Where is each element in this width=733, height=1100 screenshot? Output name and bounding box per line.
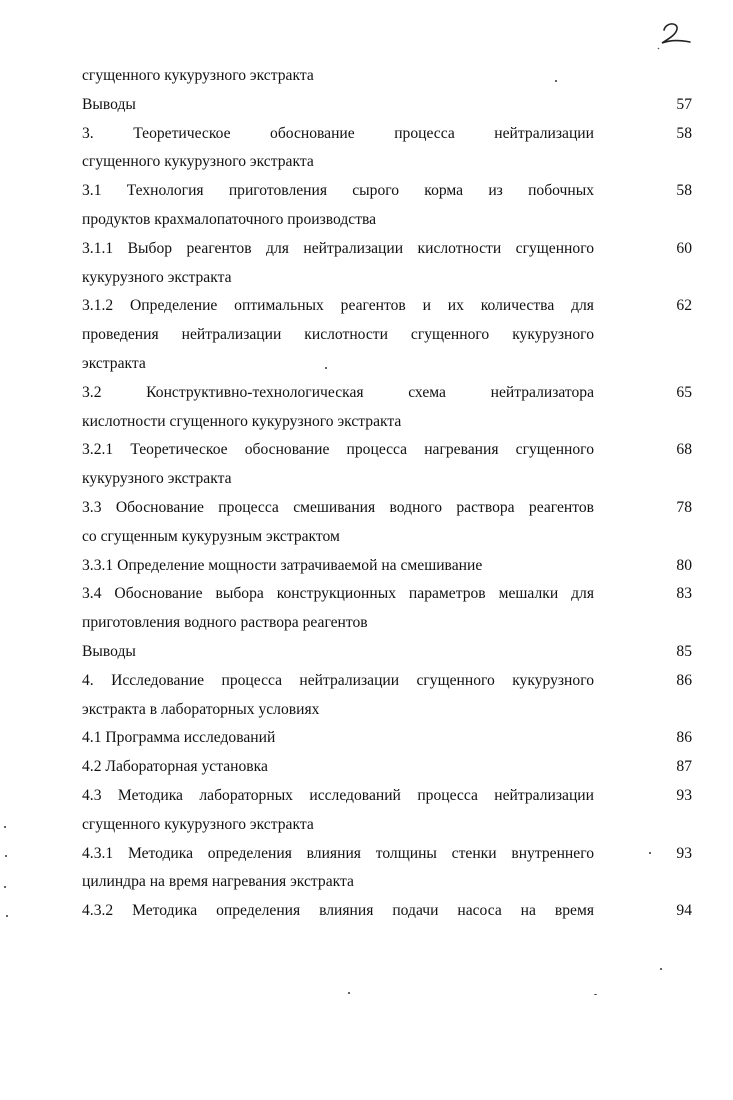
toc-entry-text: 3. Теоретическое обоснование процесса нейтрализации	[82, 124, 594, 142]
toc-entry	[82, 62, 694, 91]
toc-entry-text: проведения нейтрализации кислотности сгущенного кукурузного	[82, 326, 594, 344]
toc-entry	[82, 120, 694, 178]
toc-entry-line	[82, 609, 694, 638]
toc-entry	[82, 638, 694, 667]
scan-speck	[660, 968, 662, 970]
toc-entry-line	[82, 206, 694, 235]
toc-page-number: 94	[676, 902, 692, 920]
toc-entry	[82, 897, 694, 926]
table-of-contents	[82, 62, 694, 926]
scan-speck	[6, 915, 8, 917]
toc-entry-text: сгущенного кукурузного экстракта	[82, 815, 314, 833]
toc-entry-text: экстракта в лабораторных условиях	[82, 700, 320, 718]
toc-entry-line	[82, 321, 694, 350]
toc-entry-text: со сгущенным кукурузным экстрактом	[82, 527, 340, 545]
toc-entry-text: 3.1.1 Выбор реагентов для нейтрализации кислотности сгущенного	[82, 239, 594, 257]
toc-entry-line	[82, 465, 694, 494]
toc-page-number: 93	[676, 844, 692, 862]
toc-entry-text: 3.3 Обоснование процесса смешивания водного раствора реагентов	[82, 498, 594, 516]
toc-entry-text: 3.1 Технология приготовления сырого корма из побочных	[82, 182, 594, 200]
toc-entry-line	[82, 235, 694, 264]
scan-speck	[5, 855, 7, 857]
toc-page-number: 78	[676, 498, 692, 516]
toc-page-number: 80	[676, 556, 692, 574]
toc-page-number: 87	[676, 758, 692, 776]
toc-page-number: 65	[676, 383, 692, 401]
toc-entry	[82, 667, 694, 725]
toc-page-number: 68	[676, 441, 692, 459]
toc-entry-text: Выводы	[82, 95, 136, 113]
toc-page-number: 57	[676, 95, 692, 113]
toc-entry-text: 3.2 Конструктивно-технологическая схема нейтрализатора	[82, 383, 594, 401]
toc-entry-line	[82, 696, 694, 725]
toc-entry-text: 4.1 Программа исследований	[82, 729, 276, 747]
scan-speck	[594, 994, 597, 995]
toc-page-number: 85	[676, 642, 692, 660]
toc-entry-line	[82, 552, 694, 581]
toc-entry	[82, 177, 694, 235]
toc-entry-text: 4. Исследование процесса нейтрализации сгущенного кукурузного	[82, 671, 594, 689]
handwritten-page-number	[650, 18, 698, 50]
handwritten-2-mark	[650, 18, 698, 50]
scan-speck	[4, 886, 6, 888]
toc-entry-text: 4.2 Лабораторная установка	[82, 758, 268, 776]
toc-entry-text: 4.3.2 Методика определения влияния подачи насоса на время	[82, 902, 594, 920]
toc-entry-line	[82, 868, 694, 897]
toc-entry	[82, 494, 694, 552]
toc-entry-text: кукурузного экстракта	[82, 470, 232, 488]
scan-speck	[325, 367, 327, 369]
toc-entry-line	[82, 62, 694, 91]
toc-entry-line	[82, 350, 694, 379]
toc-page-number: 58	[676, 182, 692, 200]
toc-entry-line	[82, 811, 694, 840]
toc-entry-text: 3.1.2 Определение оптимальных реагентов и их количества для	[82, 297, 594, 315]
toc-entry-line	[82, 638, 694, 667]
toc-entry-line	[82, 177, 694, 206]
scan-speck	[555, 80, 557, 82]
toc-entry-text: приготовления водного раствора реагентов	[82, 614, 368, 632]
toc-entry-text: 3.3.1 Определение мощности затрачиваемой на смешивание	[82, 556, 483, 574]
toc-entry	[82, 292, 694, 378]
toc-entry-line	[82, 148, 694, 177]
toc-entry	[82, 580, 694, 638]
toc-entry-line	[82, 724, 694, 753]
toc-entry	[82, 724, 694, 753]
toc-entry-text: 3.2.1 Теоретическое обоснование процесса нагревания сгущенного	[82, 441, 594, 459]
toc-entry-line	[82, 408, 694, 437]
toc-entry-line	[82, 782, 694, 811]
toc-entry-line	[82, 494, 694, 523]
toc-entry-line	[82, 580, 694, 609]
toc-entry-line	[82, 264, 694, 293]
toc-entry	[82, 753, 694, 782]
toc-entry-text: экстракта	[82, 354, 146, 372]
scan-speck	[649, 852, 651, 854]
toc-entry-text: кукурузного экстракта	[82, 268, 232, 286]
toc-entry-line	[82, 120, 694, 149]
toc-entry-text: сгущенного кукурузного экстракта	[82, 67, 314, 84]
toc-entry-line	[82, 897, 694, 926]
toc-entry-line	[82, 91, 694, 120]
toc-entry	[82, 235, 694, 293]
toc-page-number: 60	[676, 239, 692, 257]
toc-entry	[82, 436, 694, 494]
toc-entry-text: 4.3 Методика лабораторных исследований процесса нейтрализации	[82, 786, 594, 804]
toc-entry-text: Выводы	[82, 642, 136, 660]
toc-entry-text: сгущенного кукурузного экстракта	[82, 153, 314, 171]
toc-entry-text: кислотности сгущенного кукурузного экстракта	[82, 412, 402, 430]
toc-entry	[82, 552, 694, 581]
toc-entry-text: цилиндра на время нагревания экстракта	[82, 873, 354, 891]
toc-entry-text: 4.3.1 Методика определения влияния толщины стенки внутреннего	[82, 844, 594, 862]
toc-entry-line	[82, 840, 694, 869]
scan-speck	[4, 826, 6, 828]
toc-entry-line	[82, 379, 694, 408]
toc-page-number: 86	[676, 671, 692, 689]
toc-entry-text: 3.4 Обоснование выбора конструкционных параметров мешалки для	[82, 585, 594, 603]
toc-page-number: 58	[676, 124, 692, 142]
toc-entry-line	[82, 436, 694, 465]
toc-entry-line	[82, 753, 694, 782]
toc-entry-text: продуктов крахмалопаточного производства	[82, 210, 377, 228]
toc-page-number: 62	[676, 297, 692, 315]
toc-page-number: 86	[676, 729, 692, 747]
toc-entry	[82, 840, 694, 898]
toc-entry	[82, 782, 694, 840]
toc-entry-line	[82, 667, 694, 696]
toc-page-number: 93	[676, 786, 692, 804]
toc-entry-line	[82, 523, 694, 552]
toc-entry	[82, 91, 694, 120]
toc-entry-line	[82, 292, 694, 321]
scan-speck	[348, 992, 350, 994]
toc-page-number: 83	[676, 585, 692, 603]
toc-entry	[82, 379, 694, 437]
